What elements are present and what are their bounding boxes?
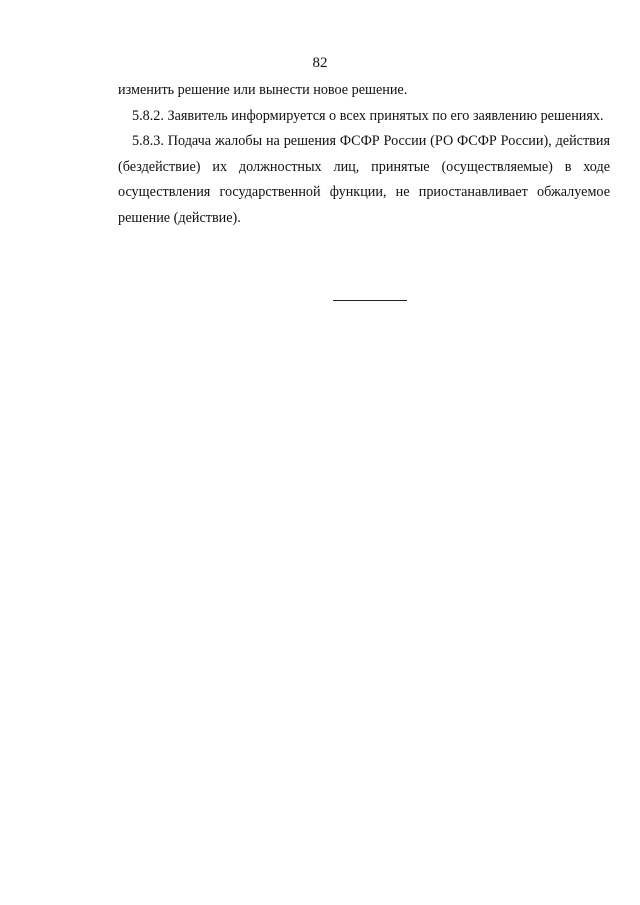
end-of-document-rule	[333, 300, 407, 301]
document-body	[118, 78, 610, 232]
paragraph-continuation: изменить решение или вынести новое решение.	[118, 82, 408, 98]
paragraph-5-8-3: 5.8.3. Подача жалобы на решения ФСФР России (РО ФСФР России), действия (бездействие) их должностных лиц, принятые (осуществляемые) в ходе осуществления государственной функции, не приостанавливает обжалуемое решение (действие).	[118, 133, 610, 226]
page-number: 82	[312, 55, 328, 71]
paragraph-5-8-2: 5.8.2. Заявитель информируется о всех принятых по его заявлению решениях.	[132, 107, 604, 124]
